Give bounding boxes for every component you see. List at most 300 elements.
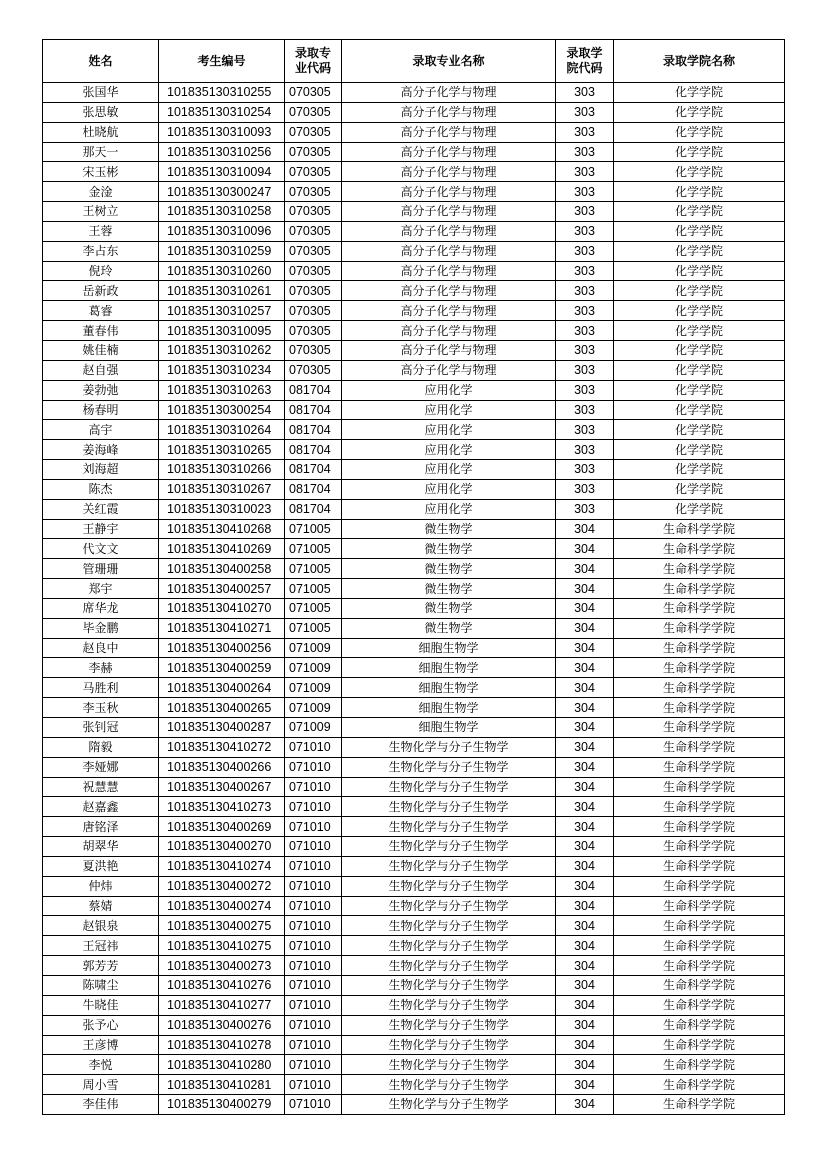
cell-major-name: 生物化学与分子生物学 [342, 916, 556, 936]
cell-college-code: 304 [556, 817, 614, 837]
cell-college-code: 304 [556, 638, 614, 658]
cell-major-code: 070305 [285, 360, 342, 380]
table-row [43, 340, 785, 360]
cell-candidate-id: 101835130410269 [159, 539, 285, 559]
cell-name: 葛睿 [43, 301, 159, 321]
table-row [43, 856, 785, 876]
cell-major-name: 高分子化学与物理 [342, 182, 556, 202]
cell-college-name: 生命科学学院 [614, 1015, 785, 1035]
table-row [43, 817, 785, 837]
cell-candidate-id: 101835130310263 [159, 380, 285, 400]
table-row [43, 380, 785, 400]
table-row [43, 1075, 785, 1095]
table-row [43, 1015, 785, 1035]
cell-major-name: 细胞生物学 [342, 678, 556, 698]
cell-college-code: 303 [556, 202, 614, 222]
header-name: 姓名 [43, 40, 159, 83]
table-row [43, 321, 785, 341]
cell-college-code: 304 [556, 757, 614, 777]
cell-candidate-id: 101835130400264 [159, 678, 285, 698]
cell-major-name: 生物化学与分子生物学 [342, 1015, 556, 1035]
table-row [43, 579, 785, 599]
cell-major-code: 071010 [285, 916, 342, 936]
cell-name: 姜海峰 [43, 440, 159, 460]
cell-name: 王静宇 [43, 519, 159, 539]
cell-candidate-id: 101835130310094 [159, 162, 285, 182]
table-row [43, 638, 785, 658]
cell-major-code: 070305 [285, 241, 342, 261]
cell-college-name: 生命科学学院 [614, 896, 785, 916]
cell-major-code: 071010 [285, 876, 342, 896]
cell-college-code: 304 [556, 995, 614, 1015]
cell-name: 高宇 [43, 420, 159, 440]
cell-major-name: 生物化学与分子生物学 [342, 1055, 556, 1075]
cell-major-name: 高分子化学与物理 [342, 301, 556, 321]
cell-candidate-id: 101835130310023 [159, 499, 285, 519]
cell-college-code: 304 [556, 658, 614, 678]
cell-college-name: 生命科学学院 [614, 876, 785, 896]
cell-college-name: 生命科学学院 [614, 936, 785, 956]
cell-major-code: 071009 [285, 638, 342, 658]
cell-college-name: 生命科学学院 [614, 519, 785, 539]
header-major-code: 录取专 业代码 [285, 40, 342, 83]
cell-candidate-id: 101835130410275 [159, 936, 285, 956]
cell-major-name: 生物化学与分子生物学 [342, 777, 556, 797]
cell-college-name: 生命科学学院 [614, 658, 785, 678]
cell-name: 蔡婧 [43, 896, 159, 916]
table-row [43, 678, 785, 698]
cell-college-code: 304 [556, 1015, 614, 1035]
cell-major-code: 071010 [285, 737, 342, 757]
cell-candidate-id: 101835130400270 [159, 837, 285, 857]
cell-name: 陈杰 [43, 479, 159, 499]
cell-major-name: 微生物学 [342, 519, 556, 539]
cell-major-name: 高分子化学与物理 [342, 83, 556, 103]
cell-college-name: 生命科学学院 [614, 1095, 785, 1115]
cell-college-code: 303 [556, 83, 614, 103]
cell-name: 那天一 [43, 142, 159, 162]
cell-major-name: 高分子化学与物理 [342, 142, 556, 162]
cell-major-name: 生物化学与分子生物学 [342, 876, 556, 896]
cell-name: 李玉秋 [43, 698, 159, 718]
cell-college-code: 303 [556, 479, 614, 499]
cell-college-code: 304 [556, 579, 614, 599]
cell-candidate-id: 101835130310265 [159, 440, 285, 460]
cell-college-code: 303 [556, 360, 614, 380]
cell-name: 李佳伟 [43, 1095, 159, 1115]
cell-name: 张国华 [43, 83, 159, 103]
table-row [43, 1095, 785, 1115]
cell-name: 王树立 [43, 202, 159, 222]
cell-college-code: 304 [556, 876, 614, 896]
header-candidate-id: 考生编号 [159, 40, 285, 83]
table-row [43, 102, 785, 122]
cell-college-name: 生命科学学院 [614, 1055, 785, 1075]
cell-major-code: 071010 [285, 777, 342, 797]
cell-college-name: 生命科学学院 [614, 956, 785, 976]
cell-candidate-id: 101835130310257 [159, 301, 285, 321]
cell-candidate-id: 101835130400257 [159, 579, 285, 599]
cell-major-code: 071005 [285, 519, 342, 539]
cell-candidate-id: 101835130400287 [159, 718, 285, 738]
cell-name: 岳新政 [43, 281, 159, 301]
cell-college-code: 303 [556, 460, 614, 480]
cell-major-name: 生物化学与分子生物学 [342, 1095, 556, 1115]
cell-major-code: 071010 [285, 1035, 342, 1055]
cell-major-code: 070305 [285, 261, 342, 281]
cell-college-code: 304 [556, 916, 614, 936]
cell-college-code: 304 [556, 718, 614, 738]
cell-major-name: 细胞生物学 [342, 638, 556, 658]
cell-name: 席华龙 [43, 598, 159, 618]
cell-name: 陈啸尘 [43, 975, 159, 995]
cell-major-name: 高分子化学与物理 [342, 360, 556, 380]
cell-candidate-id: 101835130410276 [159, 975, 285, 995]
cell-major-name: 应用化学 [342, 420, 556, 440]
cell-major-name: 应用化学 [342, 380, 556, 400]
cell-college-code: 303 [556, 182, 614, 202]
cell-college-name: 化学学院 [614, 360, 785, 380]
table-row [43, 539, 785, 559]
header-major-name: 录取专业名称 [342, 40, 556, 83]
table-row [43, 142, 785, 162]
cell-candidate-id: 101835130310254 [159, 102, 285, 122]
cell-name: 赵良中 [43, 638, 159, 658]
table-row [43, 837, 785, 857]
table-row [43, 499, 785, 519]
cell-major-code: 071010 [285, 757, 342, 777]
cell-college-code: 304 [556, 678, 614, 698]
cell-name: 宋玉彬 [43, 162, 159, 182]
cell-major-code: 071010 [285, 936, 342, 956]
cell-major-code: 070305 [285, 340, 342, 360]
cell-college-name: 生命科学学院 [614, 559, 785, 579]
cell-major-name: 应用化学 [342, 400, 556, 420]
cell-candidate-id: 101835130400265 [159, 698, 285, 718]
cell-major-name: 微生物学 [342, 559, 556, 579]
table-row [43, 975, 785, 995]
cell-college-name: 化学学院 [614, 221, 785, 241]
cell-candidate-id: 101835130310261 [159, 281, 285, 301]
cell-college-name: 生命科学学院 [614, 579, 785, 599]
cell-candidate-id: 101835130400276 [159, 1015, 285, 1035]
cell-name: 隋毅 [43, 737, 159, 757]
cell-college-name: 化学学院 [614, 440, 785, 460]
cell-major-name: 细胞生物学 [342, 718, 556, 738]
cell-major-code: 071005 [285, 618, 342, 638]
table-row [43, 440, 785, 460]
table-row [43, 281, 785, 301]
cell-major-code: 070305 [285, 83, 342, 103]
table-row [43, 241, 785, 261]
cell-college-code: 304 [556, 1075, 614, 1095]
cell-major-name: 应用化学 [342, 460, 556, 480]
header-college-name: 录取学院名称 [614, 40, 785, 83]
table-row [43, 698, 785, 718]
cell-name: 郭芳芳 [43, 956, 159, 976]
cell-college-name: 化学学院 [614, 202, 785, 222]
cell-major-name: 微生物学 [342, 618, 556, 638]
cell-college-code: 303 [556, 281, 614, 301]
cell-name: 王彦博 [43, 1035, 159, 1055]
cell-major-name: 生物化学与分子生物学 [342, 817, 556, 837]
cell-major-name: 高分子化学与物理 [342, 122, 556, 142]
cell-college-name: 生命科学学院 [614, 975, 785, 995]
cell-college-name: 生命科学学院 [614, 837, 785, 857]
cell-name: 王冠祎 [43, 936, 159, 956]
cell-college-code: 303 [556, 420, 614, 440]
cell-college-code: 303 [556, 162, 614, 182]
cell-candidate-id: 101835130310259 [159, 241, 285, 261]
cell-candidate-id: 101835130400279 [159, 1095, 285, 1115]
cell-major-code: 070305 [285, 102, 342, 122]
table-row [43, 460, 785, 480]
cell-college-code: 304 [556, 1095, 614, 1115]
table-row [43, 658, 785, 678]
cell-name: 刘海超 [43, 460, 159, 480]
cell-college-name: 化学学院 [614, 340, 785, 360]
cell-candidate-id: 101835130400274 [159, 896, 285, 916]
cell-major-name: 生物化学与分子生物学 [342, 757, 556, 777]
cell-candidate-id: 101835130310260 [159, 261, 285, 281]
cell-college-name: 生命科学学院 [614, 737, 785, 757]
table-row [43, 777, 785, 797]
cell-major-code: 081704 [285, 400, 342, 420]
cell-name: 胡翠华 [43, 837, 159, 857]
cell-candidate-id: 101835130410280 [159, 1055, 285, 1075]
cell-major-code: 071009 [285, 718, 342, 738]
cell-candidate-id: 101835130400259 [159, 658, 285, 678]
cell-college-name: 化学学院 [614, 281, 785, 301]
cell-college-code: 303 [556, 440, 614, 460]
cell-major-name: 生物化学与分子生物学 [342, 975, 556, 995]
cell-major-name: 生物化学与分子生物学 [342, 1035, 556, 1055]
cell-major-name: 高分子化学与物理 [342, 102, 556, 122]
cell-major-name: 生物化学与分子生物学 [342, 737, 556, 757]
cell-college-name: 生命科学学院 [614, 618, 785, 638]
table-header [43, 40, 785, 83]
cell-major-name: 微生物学 [342, 539, 556, 559]
cell-major-code: 081704 [285, 420, 342, 440]
cell-candidate-id: 101835130410274 [159, 856, 285, 876]
cell-major-code: 081704 [285, 380, 342, 400]
cell-college-code: 304 [556, 837, 614, 857]
cell-college-name: 生命科学学院 [614, 995, 785, 1015]
cell-candidate-id: 101835130400269 [159, 817, 285, 837]
cell-college-name: 化学学院 [614, 400, 785, 420]
cell-name: 牛晓佳 [43, 995, 159, 1015]
cell-major-code: 071009 [285, 658, 342, 678]
cell-name: 赵银泉 [43, 916, 159, 936]
cell-college-name: 化学学院 [614, 499, 785, 519]
cell-college-code: 303 [556, 122, 614, 142]
cell-name: 张思敏 [43, 102, 159, 122]
cell-major-code: 071010 [285, 956, 342, 976]
cell-college-code: 304 [556, 539, 614, 559]
cell-name: 关红霞 [43, 499, 159, 519]
cell-name: 毕金鹏 [43, 618, 159, 638]
cell-major-code: 071005 [285, 579, 342, 599]
cell-major-code: 071010 [285, 1075, 342, 1095]
cell-major-code: 071005 [285, 559, 342, 579]
cell-candidate-id: 101835130400275 [159, 916, 285, 936]
cell-candidate-id: 101835130410278 [159, 1035, 285, 1055]
table-row [43, 797, 785, 817]
cell-college-name: 生命科学学院 [614, 638, 785, 658]
cell-major-name: 生物化学与分子生物学 [342, 956, 556, 976]
cell-name: 李占东 [43, 241, 159, 261]
header-row [43, 40, 785, 83]
table-row [43, 479, 785, 499]
cell-candidate-id: 101835130310093 [159, 122, 285, 142]
cell-name: 祝慧慧 [43, 777, 159, 797]
cell-major-code: 070305 [285, 122, 342, 142]
cell-major-name: 微生物学 [342, 579, 556, 599]
cell-college-code: 304 [556, 896, 614, 916]
cell-college-name: 生命科学学院 [614, 698, 785, 718]
cell-major-name: 生物化学与分子生物学 [342, 1075, 556, 1095]
cell-candidate-id: 101835130410281 [159, 1075, 285, 1095]
cell-major-name: 细胞生物学 [342, 698, 556, 718]
cell-major-name: 应用化学 [342, 499, 556, 519]
table-body [43, 83, 785, 1115]
table-row [43, 956, 785, 976]
cell-major-name: 高分子化学与物理 [342, 340, 556, 360]
table-row [43, 737, 785, 757]
cell-major-code: 071010 [285, 1055, 342, 1075]
cell-candidate-id: 101835130300254 [159, 400, 285, 420]
cell-major-name: 微生物学 [342, 598, 556, 618]
cell-name: 张钊冠 [43, 718, 159, 738]
table-row [43, 83, 785, 103]
cell-major-code: 071010 [285, 797, 342, 817]
header-college-code: 录取学 院代码 [556, 40, 614, 83]
cell-college-name: 生命科学学院 [614, 916, 785, 936]
table-row [43, 876, 785, 896]
cell-college-name: 生命科学学院 [614, 718, 785, 738]
cell-college-name: 化学学院 [614, 241, 785, 261]
cell-name: 李悦 [43, 1055, 159, 1075]
table-row [43, 718, 785, 738]
cell-candidate-id: 101835130400258 [159, 559, 285, 579]
cell-major-code: 070305 [285, 301, 342, 321]
cell-college-name: 生命科学学院 [614, 539, 785, 559]
cell-candidate-id: 101835130310258 [159, 202, 285, 222]
cell-major-name: 生物化学与分子生物学 [342, 797, 556, 817]
cell-college-name: 生命科学学院 [614, 678, 785, 698]
cell-major-code: 071010 [285, 856, 342, 876]
cell-major-code: 081704 [285, 440, 342, 460]
cell-name: 姚佳楠 [43, 340, 159, 360]
cell-major-name: 应用化学 [342, 440, 556, 460]
cell-college-code: 304 [556, 956, 614, 976]
cell-major-code: 070305 [285, 162, 342, 182]
cell-college-code: 303 [556, 321, 614, 341]
cell-candidate-id: 101835130410271 [159, 618, 285, 638]
cell-college-code: 304 [556, 975, 614, 995]
table-row [43, 995, 785, 1015]
table-row [43, 261, 785, 281]
cell-candidate-id: 101835130400273 [159, 956, 285, 976]
cell-candidate-id: 101835130410273 [159, 797, 285, 817]
cell-name: 姜勃弛 [43, 380, 159, 400]
cell-candidate-id: 101835130410277 [159, 995, 285, 1015]
cell-name: 管珊珊 [43, 559, 159, 579]
table-row [43, 301, 785, 321]
cell-college-code: 303 [556, 380, 614, 400]
cell-college-code: 304 [556, 559, 614, 579]
cell-major-code: 070305 [285, 281, 342, 301]
cell-name: 赵嘉鑫 [43, 797, 159, 817]
cell-college-code: 303 [556, 301, 614, 321]
table-row [43, 598, 785, 618]
cell-college-code: 304 [556, 777, 614, 797]
table-row [43, 936, 785, 956]
table-row [43, 420, 785, 440]
cell-major-name: 生物化学与分子生物学 [342, 936, 556, 956]
cell-college-name: 生命科学学院 [614, 1035, 785, 1055]
cell-college-code: 304 [556, 698, 614, 718]
cell-college-code: 304 [556, 519, 614, 539]
cell-name: 马胜利 [43, 678, 159, 698]
cell-major-code: 071010 [285, 975, 342, 995]
cell-college-name: 化学学院 [614, 460, 785, 480]
cell-major-code: 071009 [285, 678, 342, 698]
cell-college-name: 化学学院 [614, 162, 785, 182]
cell-candidate-id: 101835130310234 [159, 360, 285, 380]
cell-college-code: 303 [556, 102, 614, 122]
table-row [43, 618, 785, 638]
cell-major-name: 应用化学 [342, 479, 556, 499]
cell-college-name: 化学学院 [614, 83, 785, 103]
cell-candidate-id: 101835130400256 [159, 638, 285, 658]
cell-college-code: 304 [556, 797, 614, 817]
cell-major-name: 生物化学与分子生物学 [342, 837, 556, 857]
cell-major-name: 高分子化学与物理 [342, 261, 556, 281]
cell-name: 代文文 [43, 539, 159, 559]
cell-major-code: 071010 [285, 896, 342, 916]
cell-college-name: 化学学院 [614, 479, 785, 499]
table-row [43, 202, 785, 222]
cell-college-code: 303 [556, 241, 614, 261]
table-row [43, 896, 785, 916]
table-row [43, 1035, 785, 1055]
table-row [43, 221, 785, 241]
cell-major-name: 生物化学与分子生物学 [342, 995, 556, 1015]
cell-college-code: 304 [556, 737, 614, 757]
cell-college-name: 生命科学学院 [614, 1075, 785, 1095]
cell-college-code: 304 [556, 618, 614, 638]
cell-college-code: 303 [556, 221, 614, 241]
cell-college-name: 化学学院 [614, 122, 785, 142]
cell-college-code: 304 [556, 936, 614, 956]
cell-major-name: 高分子化学与物理 [342, 281, 556, 301]
cell-college-code: 303 [556, 261, 614, 281]
cell-college-name: 化学学院 [614, 420, 785, 440]
cell-name: 周小雪 [43, 1075, 159, 1095]
table-row [43, 916, 785, 936]
cell-major-code: 071010 [285, 995, 342, 1015]
cell-candidate-id: 101835130310266 [159, 460, 285, 480]
table-row [43, 1055, 785, 1075]
cell-candidate-id: 101835130410268 [159, 519, 285, 539]
cell-college-code: 304 [556, 598, 614, 618]
cell-major-code: 070305 [285, 221, 342, 241]
cell-name: 杜晓航 [43, 122, 159, 142]
table-row [43, 757, 785, 777]
cell-major-name: 细胞生物学 [342, 658, 556, 678]
cell-candidate-id: 101835130310267 [159, 479, 285, 499]
